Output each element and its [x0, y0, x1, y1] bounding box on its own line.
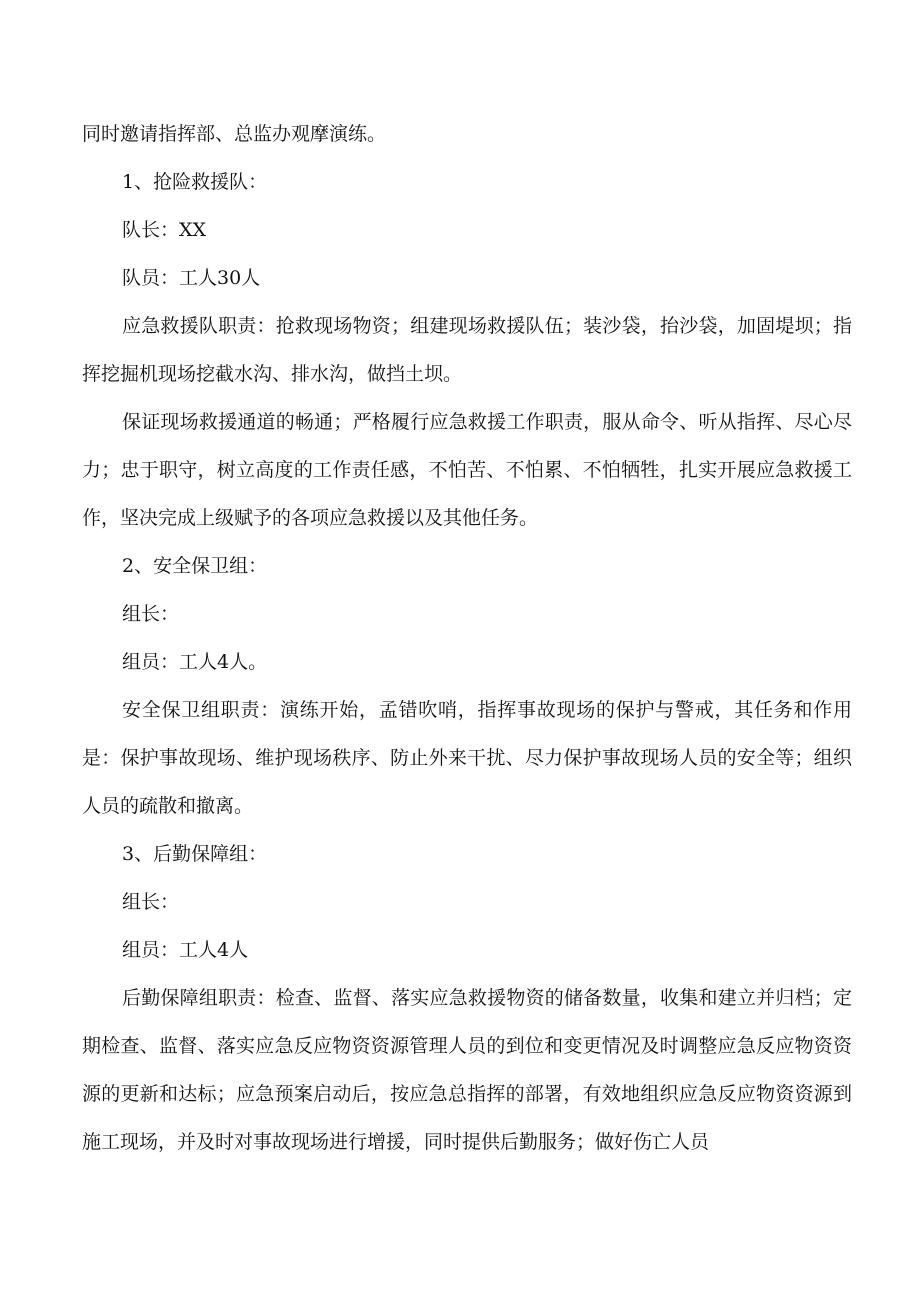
- logistics-group-duties: 后勤保障组职责：检查、监督、落实应急救援物资的储备数量，收集和建立并归档；定期检查、监督、落实应急反应物资资源管理人员的到位和变更情况及时调整应急反应物资资源的更新和达标；应急预案启动后，按应急总指挥的部署，有效地组织应急反应物资资源到施工现场，并及时对事故现场进行增援，同时提供后勤服务；做好伤亡人员: [82, 987, 852, 1153]
- heading-rescue-team: 1、抢险救援队：: [122, 171, 268, 193]
- security-group-duties: 安全保卫组职责：演练开始，孟错吹哨，指挥事故现场的保护与警戒，其任务和作用是：保护事故现场、维护现场秩序、防止外来干扰、尽力保护事故现场人员的安全等；组织人员的疏散和撤离。: [82, 699, 852, 817]
- logistics-group-members: 组员：工人4人: [122, 939, 249, 961]
- rescue-team-duties: 应急救援队职责：抢救现场物资；组建现场救援队伍；装沙袋，抬沙袋，加固堤坝；指挥挖掘机现场挖截水沟、排水沟，做挡土坝。: [82, 315, 852, 385]
- security-group-members: 组员：工人4人。: [122, 651, 268, 673]
- rescue-team-members: 队员：工人30人: [122, 267, 261, 289]
- security-group-leader: 组长：: [122, 603, 180, 625]
- heading-security-group: 2、安全保卫组：: [122, 555, 268, 577]
- heading-logistics-group: 3、后勤保障组：: [122, 843, 268, 865]
- rescue-team-duties-continued: 保证现场救援通道的畅通；严格履行应急救援工作职责，服从命令、听从指挥、尽心尽力；忠于职守，树立高度的工作责任感，不怕苦、不怕累、不怕牺牲，扎实开展应急救援工作，坚决完成上级赋予的各项应急救援以及其他任务。: [82, 411, 852, 529]
- rescue-team-leader: 队长：XX: [122, 219, 207, 241]
- logistics-group-leader: 组长：: [122, 891, 180, 913]
- paragraph-intro: 同时邀请指挥部、总监办观摩演练。: [82, 123, 387, 145]
- document-page: [82, 110, 852, 1166]
